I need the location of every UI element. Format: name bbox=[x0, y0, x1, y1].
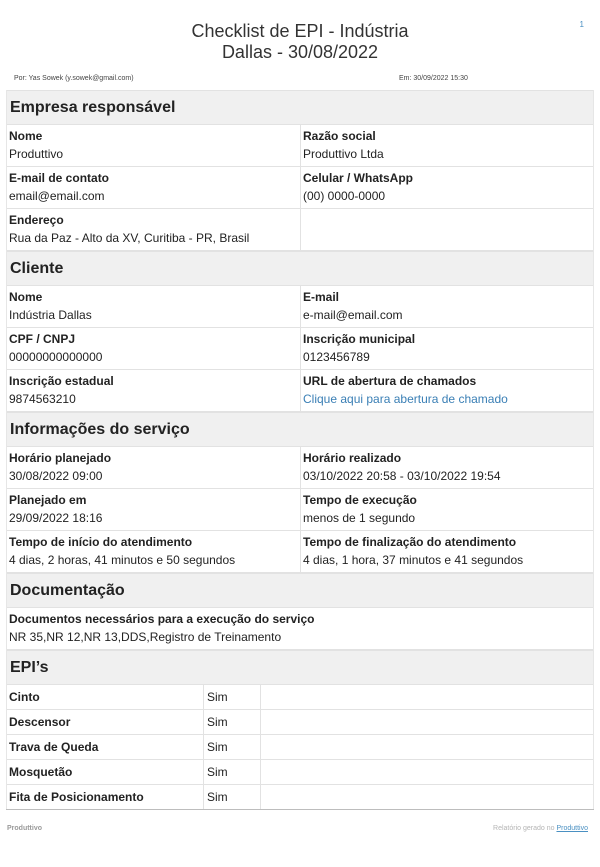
cliente-row-1 bbox=[7, 286, 593, 328]
label: Endereço bbox=[9, 213, 64, 227]
value: 0123456789 bbox=[303, 350, 370, 364]
epi-row bbox=[7, 785, 593, 810]
value: Produttivo Ltda bbox=[303, 147, 384, 161]
epi-value: Sim bbox=[203, 735, 260, 759]
value: Produttivo bbox=[9, 147, 64, 161]
cliente-estadual bbox=[7, 370, 300, 411]
value: 9874563210 bbox=[9, 392, 76, 406]
servico-row-3 bbox=[7, 531, 593, 573]
label: Nome bbox=[9, 290, 43, 304]
epi-name: Trava de Queda bbox=[9, 740, 99, 754]
section-empresa: Empresa responsável bbox=[7, 90, 593, 125]
value: menos de 1 segundo bbox=[303, 511, 416, 525]
label: Tempo de execução bbox=[303, 493, 417, 507]
epi-list bbox=[7, 685, 593, 810]
section-epis: EPI’s bbox=[7, 650, 593, 685]
empresa-endereco bbox=[7, 209, 300, 250]
author: Por: Yas Sowek (y.sowek@gmail.com) bbox=[14, 75, 134, 82]
cliente-cpf bbox=[7, 328, 300, 369]
empresa-email bbox=[7, 167, 300, 208]
title-line-2: Dallas - 30/08/2022 bbox=[221, 42, 379, 62]
value: Rua da Paz - Alto da XV, Curitiba - PR, Brasil bbox=[9, 231, 250, 245]
cliente-email bbox=[300, 286, 593, 327]
cliente-municipal bbox=[300, 328, 593, 369]
cliente-row-3 bbox=[7, 370, 593, 412]
cliente-url bbox=[300, 370, 593, 411]
section-documentacao: Documentação bbox=[7, 573, 593, 608]
tempo-execucao bbox=[300, 489, 593, 530]
value: 00000000000000 bbox=[9, 350, 103, 364]
label: Tempo de finalização do atendimento bbox=[303, 535, 517, 549]
epi-value: Sim bbox=[203, 785, 260, 809]
value: NR 35,NR 12,NR 13,DDS,Registro de Treinamento bbox=[9, 630, 282, 644]
footer-credit bbox=[493, 825, 588, 832]
epi-extra bbox=[260, 685, 593, 709]
value: 4 dias, 1 hora, 37 minutos e 41 segundos bbox=[303, 553, 524, 567]
value: email@email.com bbox=[9, 189, 105, 203]
epi-extra bbox=[260, 785, 593, 809]
documentacao-row bbox=[7, 608, 593, 650]
epi-extra bbox=[260, 710, 593, 734]
documentos-necessarios bbox=[7, 608, 593, 649]
empresa-row-3 bbox=[7, 209, 593, 251]
tempo-finalizacao bbox=[300, 531, 593, 572]
epi-value: Sim bbox=[203, 685, 260, 709]
epi-name: Cinto bbox=[9, 690, 40, 704]
label: Horário planejado bbox=[9, 451, 112, 465]
empresa-razao bbox=[300, 125, 593, 166]
epi-row bbox=[7, 685, 593, 710]
cliente-nome bbox=[7, 286, 300, 327]
epi-name: Mosquetão bbox=[9, 765, 73, 779]
value: (00) 0000-0000 bbox=[303, 189, 386, 203]
horario-realizado bbox=[300, 447, 593, 488]
report-meta bbox=[0, 72, 600, 90]
section-cliente: Cliente bbox=[7, 251, 593, 286]
epi-value: Sim bbox=[203, 710, 260, 734]
value: 03/10/2022 20:58 - 03/10/2022 19:54 bbox=[303, 469, 501, 483]
cliente-row-2 bbox=[7, 328, 593, 370]
report-title bbox=[0, 0, 600, 63]
empresa-row-1 bbox=[7, 125, 593, 167]
label: E-mail de contato bbox=[9, 171, 110, 185]
section-servico: Informações do serviço bbox=[7, 412, 593, 447]
chamado-link[interactable]: Clique aqui para abertura de chamado bbox=[303, 392, 508, 406]
horario-planejado bbox=[7, 447, 300, 488]
epi-name: Fita de Posicionamento bbox=[9, 790, 144, 804]
empresa-row-2 bbox=[7, 167, 593, 209]
label: Tempo de início do atendimento bbox=[9, 535, 193, 549]
footer-divider bbox=[6, 809, 594, 810]
produttivo-link[interactable]: Produttivo bbox=[556, 825, 588, 832]
epi-row bbox=[7, 710, 593, 735]
epi-row bbox=[7, 760, 593, 785]
label: Inscrição municipal bbox=[303, 332, 416, 346]
generated-at: Em: 30/09/2022 15:30 bbox=[399, 75, 468, 82]
epi-row bbox=[7, 735, 593, 760]
value: Indústria Dallas bbox=[9, 308, 92, 322]
epi-extra bbox=[260, 735, 593, 759]
value: e-mail@email.com bbox=[303, 308, 403, 322]
tempo-inicio bbox=[7, 531, 300, 572]
empresa-nome bbox=[7, 125, 300, 166]
label: Razão social bbox=[303, 129, 376, 143]
value: 30/08/2022 09:00 bbox=[9, 469, 103, 483]
empty-cell bbox=[300, 209, 593, 250]
page-number: 1 bbox=[579, 20, 584, 29]
label: Celular / WhatsApp bbox=[303, 171, 414, 185]
label: CPF / CNPJ bbox=[9, 332, 76, 346]
label: Documentos necessários para a execução do serviço bbox=[9, 612, 315, 626]
planejado-em bbox=[7, 489, 300, 530]
epi-extra bbox=[260, 760, 593, 784]
label: Inscrição estadual bbox=[9, 374, 114, 388]
epi-value: Sim bbox=[203, 760, 260, 784]
footer-credit-text: Relatório gerado no bbox=[493, 825, 555, 832]
epi-name: Descensor bbox=[9, 715, 71, 729]
empresa-celular bbox=[300, 167, 593, 208]
label: Horário realizado bbox=[303, 451, 402, 465]
label: Planejado em bbox=[9, 493, 87, 507]
report-body bbox=[6, 90, 594, 810]
footer-brand: Produttivo bbox=[7, 825, 42, 832]
value: 29/09/2022 18:16 bbox=[9, 511, 103, 525]
servico-row-1 bbox=[7, 447, 593, 489]
label: URL de abertura de chamados bbox=[303, 374, 477, 388]
label: E-mail bbox=[303, 290, 340, 304]
servico-row-2 bbox=[7, 489, 593, 531]
label: Nome bbox=[9, 129, 43, 143]
value: 4 dias, 2 horas, 41 minutos e 50 segundos bbox=[9, 553, 236, 567]
title-line-1: Checklist de EPI - Indústria bbox=[191, 21, 409, 41]
